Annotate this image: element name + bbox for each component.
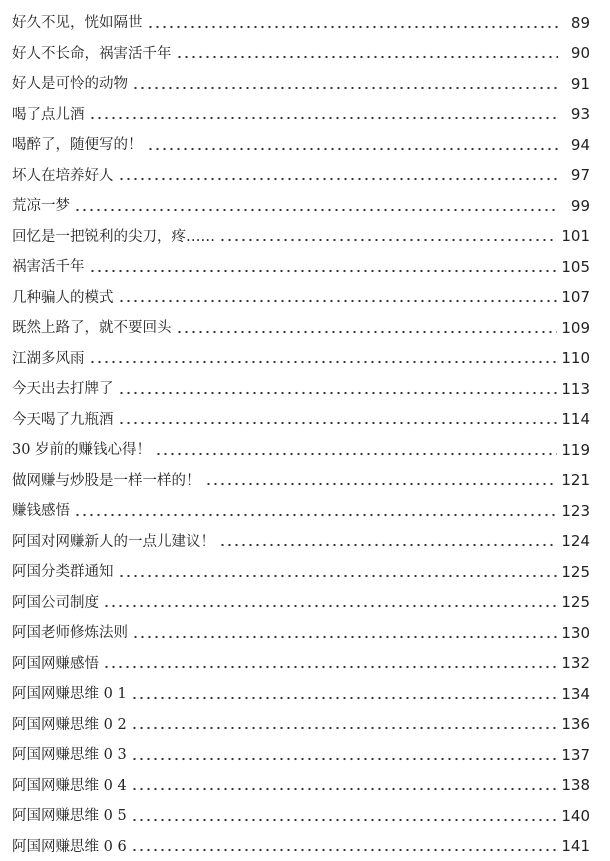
dot-leader [176,55,559,59]
toc-entry-title: 喝醉了，随便写的！ [12,137,143,153]
toc-entry[interactable] [12,279,590,310]
toc-entry-title: 阿国分类群通知 [12,564,114,580]
dot-leader [89,269,558,273]
toc-entry-page: 132 [561,654,590,672]
toc-entry-page: 91 [570,74,590,93]
toc-entry-page: 138 [561,776,590,794]
toc-entry[interactable] [12,218,590,249]
toc-entry-page: 113 [561,379,590,398]
toc-entry-title: 荒凉一梦 [12,198,70,214]
toc-entry-page: 137 [561,745,590,764]
dot-leader [74,208,558,212]
toc-entry-page: 134 [561,684,590,703]
toc-entry[interactable] [12,340,590,371]
toc-entry[interactable] [12,828,590,859]
toc-entry[interactable] [12,35,590,66]
toc-entry-page: 90 [570,44,590,62]
toc-entry-title: 阿国老师修炼法则 [12,625,128,641]
toc-entry-title: 坏人在培养好人 [12,167,114,184]
dot-leader [205,482,558,486]
toc-entry[interactable] [12,157,590,188]
dot-leader [219,543,557,547]
toc-entry-title: 好人不长命，祸害活千年 [12,45,172,62]
toc-entry[interactable] [12,553,590,584]
toc-entry-page: 110 [561,349,590,367]
toc-entry-title: 好久不见，恍如隔世 [12,15,143,31]
toc-entry-page: 107 [561,288,590,306]
toc-entry-title: 赚钱感悟 [12,503,70,519]
toc-entry-title: 做网赚与炒股是一样一样的！ [12,472,201,489]
dot-leader [132,86,558,90]
toc-entry[interactable] [12,126,590,157]
toc-entry[interactable] [12,4,590,35]
toc-entry[interactable] [12,706,590,737]
toc-entry-page: 125 [561,562,590,581]
dot-leader [118,421,558,425]
toc-entry-page: 93 [570,105,590,123]
toc-entry-page: 124 [561,532,590,550]
toc-entry-page: 136 [561,715,590,733]
toc-entry-title: 好人是可怜的动物 [12,76,128,92]
dot-leader [118,391,558,395]
dot-leader [118,299,558,303]
dot-leader [118,574,558,578]
toc-entry[interactable] [12,797,590,828]
toc-entry-title: 回忆是一把锐利的尖刀，疼…… [12,228,215,245]
toc-entry-title: 阿国网赚思维 0 1 [12,686,127,702]
dot-leader [103,665,557,669]
dot-leader [89,360,558,364]
toc-entry-page: 125 [561,593,590,611]
dot-leader [219,238,557,242]
toc-entry-page: 105 [561,257,590,276]
toc-entry[interactable] [12,523,590,554]
toc-entry-title: 今天出去打牌了 [12,381,114,397]
dot-leader [131,726,558,730]
toc-entry-page: 114 [561,410,590,428]
dot-leader [176,330,558,334]
toc-entry-title: 既然上路了，就不要回头 [12,320,172,336]
toc-entry-page: 123 [561,501,590,520]
dot-leader [118,177,559,181]
table-of-contents [12,4,590,858]
toc-entry-page: 94 [570,135,590,154]
toc-entry-page: 99 [570,196,590,215]
toc-entry-title: 阿国网赚思维 0 4 [12,777,127,794]
toc-entry[interactable] [12,462,590,493]
toc-entry-title: 阿国网赚思维 0 2 [12,716,127,733]
dot-leader [131,848,558,852]
toc-entry-title: 江湖多风雨 [12,350,85,367]
toc-entry[interactable] [12,248,590,279]
toc-entry[interactable] [12,614,590,645]
toc-entry[interactable] [12,370,590,401]
dot-leader [131,818,558,822]
toc-entry[interactable] [12,65,590,96]
dot-leader [89,116,559,120]
toc-entry-title: 阿国网赚思维 0 3 [12,747,127,763]
toc-entry[interactable] [12,645,590,676]
toc-entry-page: 141 [561,837,590,855]
toc-entry-page: 140 [561,806,590,825]
dot-leader [155,452,557,456]
dot-leader [147,25,559,29]
dot-leader [74,513,557,517]
toc-entry[interactable] [12,736,590,767]
toc-entry[interactable] [12,96,590,127]
toc-entry-page: 97 [570,166,590,184]
toc-entry-title: 阿国对网赚新人的一点儿建议！ [12,533,215,550]
toc-entry-page: 101 [561,227,590,245]
toc-entry-title: 几种骗人的模式 [12,289,114,306]
toc-entry-page: 130 [561,623,590,642]
toc-entry[interactable] [12,431,590,462]
toc-entry-title: 30 岁前的赚钱心得！ [12,442,152,458]
toc-entry-title: 阿国网赚思维 0 6 [12,838,127,855]
toc-entry-title: 喝了点儿酒 [12,106,85,123]
toc-entry[interactable] [12,767,590,798]
toc-entry[interactable] [12,309,590,340]
toc-entry-title: 阿国网赚思维 0 5 [12,808,127,824]
dot-leader [131,787,558,791]
toc-entry-title: 阿国网赚感悟 [12,655,99,672]
toc-entry[interactable] [12,675,590,706]
toc-entry[interactable] [12,584,590,615]
dot-leader [147,147,559,151]
toc-entry-page: 89 [570,13,590,32]
dot-leader [131,696,558,700]
dot-leader [131,757,558,761]
toc-entry[interactable] [12,401,590,432]
toc-entry-title: 祸害活千年 [12,259,85,275]
toc-entry-page: 121 [561,471,590,489]
toc-entry[interactable] [12,187,590,218]
toc-entry-page: 109 [561,318,590,337]
toc-entry-title: 今天喝了九瓶酒 [12,411,114,428]
toc-entry-title: 阿国公司制度 [12,594,99,611]
toc-entry-page: 119 [561,440,590,459]
toc-entry[interactable] [12,492,590,523]
dot-leader [132,635,557,639]
dot-leader [103,604,557,608]
